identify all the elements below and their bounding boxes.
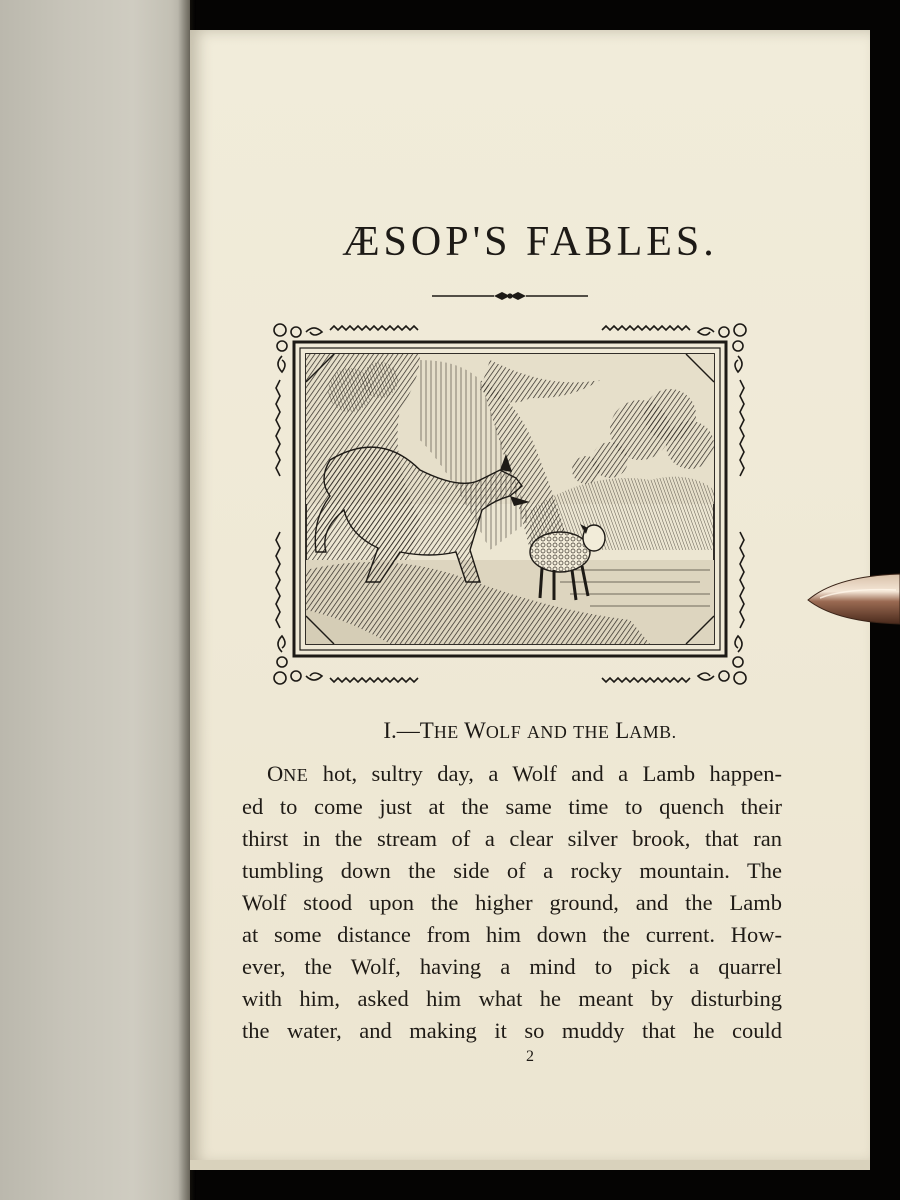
text-line-9: the water, and making it so muddy that he could	[242, 1018, 782, 1043]
lead-capital: O	[267, 761, 284, 786]
chapter-word-2: WOLF	[464, 718, 522, 743]
chapter-word-1: THE	[419, 718, 459, 743]
chapter-word-4: THE	[573, 722, 610, 742]
wolf-and-lamb-woodcut	[270, 320, 750, 688]
lead-small-caps: NE	[283, 765, 309, 785]
page-edge	[190, 1160, 870, 1170]
text-line-7: ever, the Wolf, having a mind to pick a quarrel	[242, 954, 782, 979]
text-line-6: at some distance from him down the current. How-	[242, 922, 782, 947]
book-title: ÆSOP'S FABLES.	[342, 219, 718, 265]
text-line-4: tumbling down the side of a rocky mountain. The	[242, 858, 782, 883]
text-line-8: with him, asked him what he meant by disturbing	[242, 986, 782, 1011]
illustration-frame	[270, 320, 750, 688]
text-line-1: ONE hot, sultry day, a Wolf and a Lamb happen-	[267, 761, 782, 786]
page-number: 2	[526, 1048, 534, 1065]
text-line-5: Wolf stood upon the higher ground, and the Lamb	[242, 890, 782, 915]
metal-bookmark-icon	[806, 568, 900, 628]
text-line-2: ed to come just at the same time to quench their	[242, 794, 782, 819]
facing-page	[0, 0, 190, 1200]
title-rule-ornament	[430, 288, 590, 304]
chapter-heading	[190, 718, 870, 744]
fable-text	[242, 758, 782, 1047]
chapter-word-3: AND	[526, 722, 568, 742]
chapter-numeral: I.—	[383, 718, 420, 743]
text-line-3: thirst in the stream of a clear silver brook, that ran	[242, 826, 782, 851]
book-page	[190, 30, 870, 1165]
chapter-word-5: LAMB.	[615, 718, 677, 743]
